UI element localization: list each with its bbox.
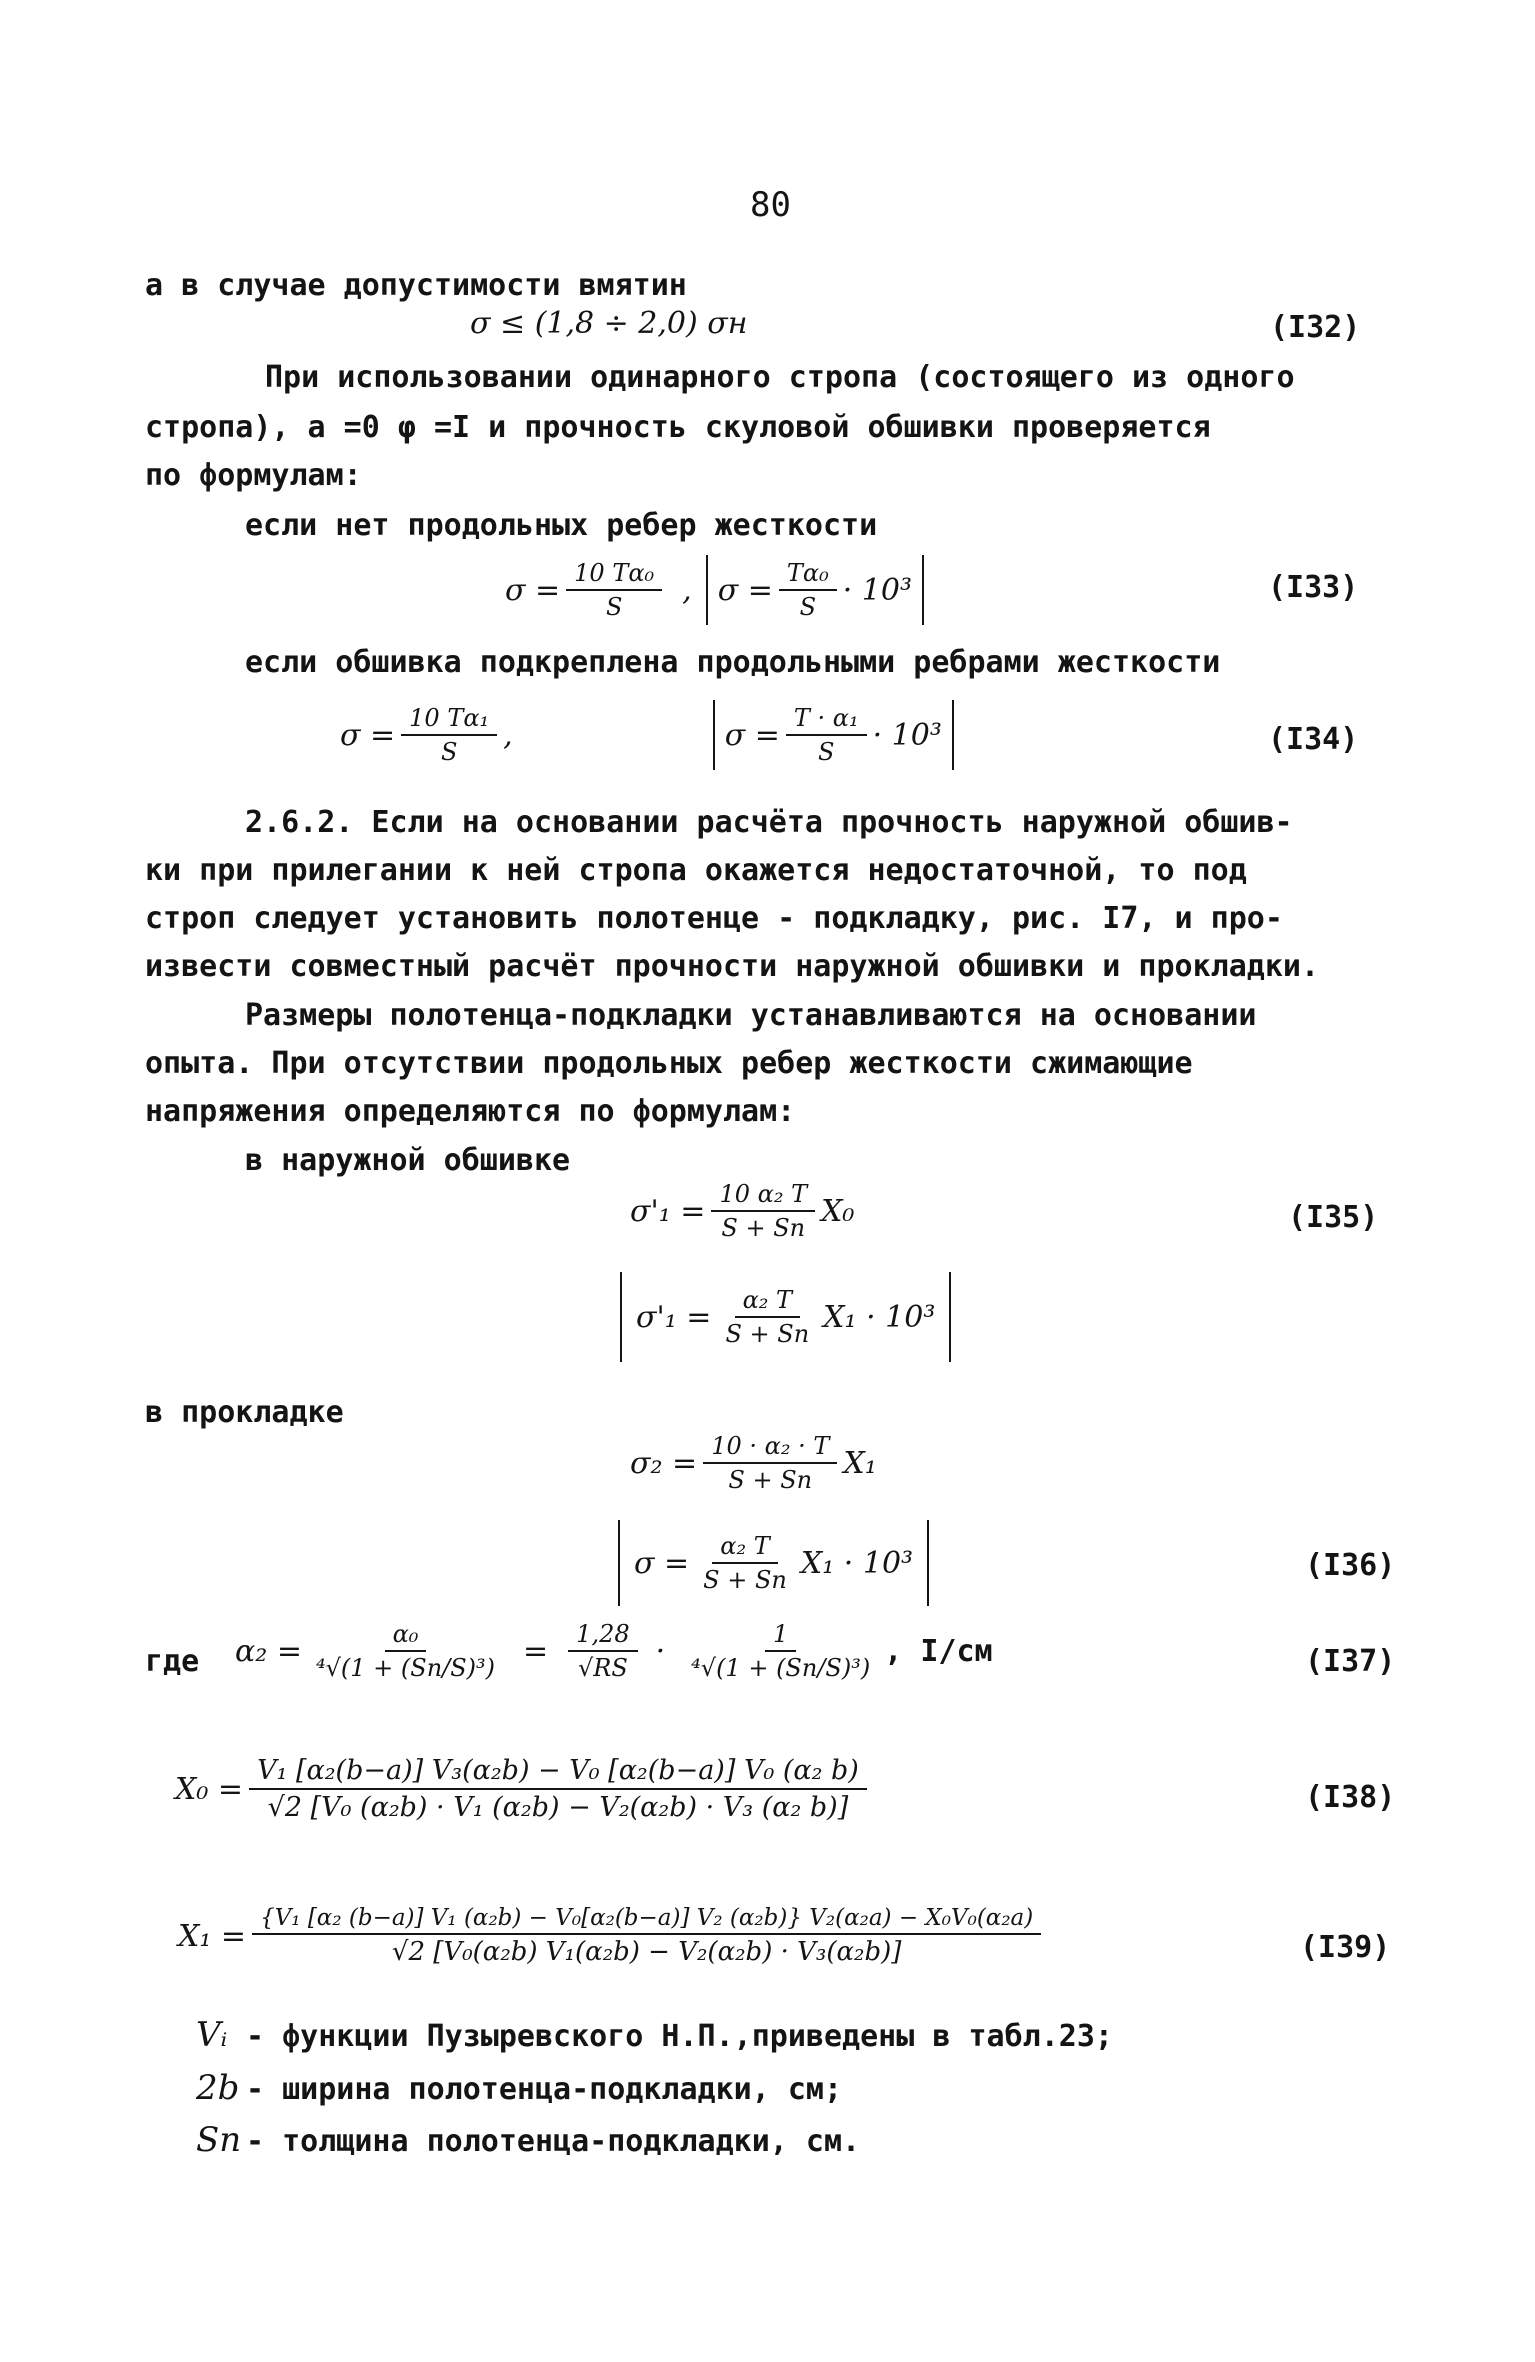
equation-135-fraction <box>711 1180 815 1242</box>
legend-item <box>196 2015 1113 2055</box>
equation-132-formula: σ ≤ (1,8 ÷ 2,0) σн <box>470 306 748 341</box>
equation-138-fraction <box>249 1755 867 1823</box>
equation-134-alt <box>713 700 954 770</box>
equation-139-denominator: √2 [V₀(α₂b) V₁(α₂b) − V₂(α₂b) · V₃(α₂b)] <box>391 1937 902 1967</box>
equation-135-alt-tail: X₁ · 10³ <box>823 1299 936 1335</box>
paragraph-1-line-3: по формулам: <box>145 458 362 493</box>
equation-137-numerator-1: α₀ <box>385 1620 427 1652</box>
equation-138-numerator: V₁ [α₂(b−a)] V₃(α₂b) − V₀ [α₂(b−a)] V₀ (α₂ b) <box>249 1755 867 1790</box>
equation-137-denominator-1: ⁴√(1 + (Sп/S)³) <box>315 1654 496 1682</box>
equation-134-denominator: S <box>440 738 458 766</box>
equation-133-alt-fraction <box>779 559 837 621</box>
equation-133-denominator: S <box>605 593 623 621</box>
equation-number-133: (I33) <box>1268 570 1359 605</box>
equation-135-alt-numerator: α₂ T <box>735 1286 800 1318</box>
paragraph-2-line-1: 2.6.2. Если на основании расчёта прочность наружной обшив- <box>245 805 1293 840</box>
legend-item <box>196 2120 860 2160</box>
equation-135-alt-fraction <box>717 1286 817 1348</box>
legend-symbol: 2b <box>196 2068 240 2108</box>
equation-135-alt-denominator: S + Sп <box>725 1320 810 1348</box>
with-ribs-line: если обшивка подкреплена продольными ребрами жесткости <box>245 645 1221 680</box>
equation-136-denominator: S + Sп <box>728 1466 813 1494</box>
equation-138-lhs: X₀ = <box>175 1771 244 1807</box>
equation-number-134: (I34) <box>1268 722 1359 757</box>
equation-135-tail: X₀ <box>821 1193 855 1229</box>
equation-135-lhs: σ'₁ = <box>630 1193 706 1229</box>
paragraph-2-line-3: строп следует установить полотенце - подкладку, рис. I7, и про- <box>145 901 1283 936</box>
equation-134-alt-tail: · 10³ <box>872 717 942 753</box>
paragraph-3-line-2: опыта. При отсутствии продольных ребер жесткости сжимающие <box>145 1046 1193 1081</box>
equation-138 <box>175 1755 873 1823</box>
equation-136-lhs: σ₂ = <box>630 1445 698 1481</box>
equation-135 <box>630 1180 854 1242</box>
in-pad-line: в прокладке <box>145 1395 344 1430</box>
equation-137 <box>235 1620 993 1682</box>
equation-135-denominator: S + Sп <box>721 1214 806 1242</box>
equation-134-lhs: σ = <box>340 717 396 753</box>
paragraph-3-line-3: напряжения определяются по формулам: <box>145 1094 796 1129</box>
outer-skin-line: в наружной обшивке <box>245 1143 571 1178</box>
equation-138-denominator: √2 [V₀ (α₂b) · V₁ (α₂b) − V₂(α₂b) · V₃ (α₂ b)] <box>267 1792 849 1823</box>
equation-133-alt-numerator: Tα₀ <box>779 559 837 591</box>
no-ribs-line: если нет продольных ребер жесткости <box>245 508 878 543</box>
legend-symbol: Sп <box>196 2120 242 2160</box>
equation-133-alt <box>706 555 924 625</box>
equation-137-numerator-2: 1,28 <box>568 1620 637 1652</box>
equation-134: σ = $\frac{\text{10 Tα₁}}{S}$ , σ = $\frac{\text{T · α₁}}{S}$ · 10³ <box>340 700 954 770</box>
equation-137-fraction-1 <box>308 1620 503 1682</box>
equation-132 <box>470 306 748 341</box>
equation-134-numerator: 10 Tα₁ <box>401 704 497 736</box>
equation-136-alt-numerator: α₂ T <box>712 1532 777 1564</box>
equation-137-lhs: α₂ = <box>235 1633 302 1669</box>
equation-135-alt <box>620 1272 951 1362</box>
equation-137-fraction-3 <box>683 1620 878 1682</box>
equation-137-denominator-2: √RS <box>577 1654 628 1682</box>
equation-133-alt-denominator: S <box>799 593 817 621</box>
equation-133: σ = $\frac{\text{10 Tα₀}}{S}$ , σ = $\frac{\text{Tα₀}}{S}$ · 10³ <box>505 555 924 625</box>
equation-133-lhs: σ = <box>505 572 561 608</box>
equation-136 <box>630 1432 877 1494</box>
equation-133-alt-tail: · 10³ <box>842 572 912 608</box>
equation-137-numerator-3: 1 <box>765 1620 796 1652</box>
equation-136-fraction <box>703 1432 837 1494</box>
equation-137-denominator-3: ⁴√(1 + (Sп/S)³) <box>691 1654 871 1682</box>
equation-135-alt-lhs: σ'₁ = <box>636 1299 712 1335</box>
legend-symbol: Vᵢ <box>196 2015 228 2055</box>
equation-number-139: (I39) <box>1300 1930 1391 1965</box>
paragraph-2-line-2: ки при прилегании к ней стропа окажется недостаточной, то под <box>145 853 1247 888</box>
equation-number-132: (I32) <box>1270 310 1361 345</box>
equation-135-numerator: 10 α₂ T <box>711 1180 815 1212</box>
equation-137-dot: · <box>655 1633 666 1669</box>
equation-133-numerator: 10 Tα₀ <box>566 559 662 591</box>
equation-136-alt-bracket <box>618 1520 929 1606</box>
equation-137-equals: = <box>523 1633 549 1669</box>
equation-136-alt-denominator: S + Sп <box>703 1566 787 1594</box>
paragraph-2-line-4: извести совместный расчёт прочности наружной обшивки и прокладки. <box>145 949 1319 984</box>
legend-item <box>196 2068 842 2108</box>
paragraph-1-line-2: стропа), a =0 φ =I и прочность скуловой обшивки проверяется <box>145 410 1211 445</box>
equation-number-138: (I38) <box>1305 1780 1396 1815</box>
equation-136-alt-fraction <box>695 1532 795 1594</box>
equation-136-alt <box>618 1520 929 1606</box>
equation-136-numerator: 10 · α₂ · T <box>703 1432 837 1464</box>
legend-text: - функции Пузыревского Н.П.,приведены в табл.23; <box>246 2019 1113 2054</box>
equation-number-136: (I36) <box>1305 1548 1396 1583</box>
equation-134-fraction <box>401 704 497 766</box>
equation-number-135: (I35) <box>1288 1200 1379 1235</box>
equation-137-unit: , I/см <box>884 1633 993 1669</box>
equation-139-lhs: X₁ = <box>178 1918 247 1954</box>
page-number: 80 <box>750 185 791 225</box>
equation-136-alt-tail: X₁ · 10³ <box>800 1545 914 1581</box>
equation-133-alt-lhs: σ = <box>717 572 773 608</box>
equation-139-fraction <box>252 1905 1041 1967</box>
equation-133-fraction <box>566 559 662 621</box>
equation-134-alt-numerator: T · α₁ <box>786 704 867 736</box>
equation-135-alt-bracket <box>620 1272 951 1362</box>
legend-text: - толщина полотенца-подкладки, см. <box>246 2124 861 2159</box>
paragraph-3-line-1: Размеры полотенца-подкладки устанавливаются на основании <box>245 998 1257 1033</box>
where-label: где <box>145 1644 200 1679</box>
paragraph-1-line-1: При использовании одинарного стропа (состоящего из одного <box>265 360 1295 395</box>
equation-137-fraction-2 <box>568 1620 637 1682</box>
equation-134-alt-fraction <box>786 704 867 766</box>
equation-136-alt-lhs: σ = <box>634 1545 690 1581</box>
equation-139-numerator: {V₁ [α₂ (b−a)] V₁ (α₂b) − V₀[α₂(b−a)] V₂ (α₂b)} V₂(α₂a) − X₀V₀(α₂a) <box>252 1905 1041 1935</box>
equation-136-tail: X₁ <box>843 1445 877 1481</box>
equation-139 <box>178 1905 1047 1967</box>
equation-number-137: (I37) <box>1305 1644 1396 1679</box>
equation-134-alt-lhs: σ = <box>724 717 780 753</box>
legend-text: - ширина полотенца-подкладки, см; <box>246 2072 843 2107</box>
equation-134-alt-denominator: S <box>818 738 835 766</box>
intro-line: а в случае допустимости вмятин <box>145 268 687 303</box>
